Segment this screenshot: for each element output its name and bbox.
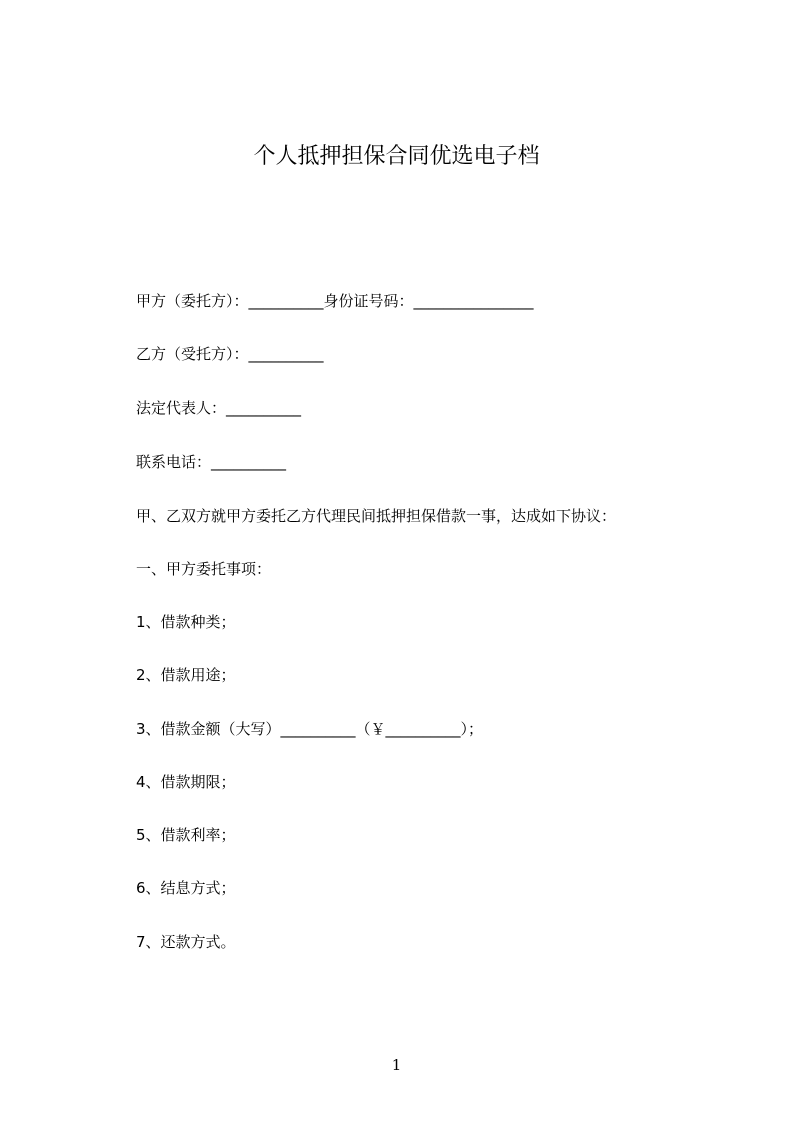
list-item-loan-purpose: 2、借款用途；: [136, 666, 236, 684]
list-item-loan-amount: 3、借款金额（大写）__________（￥__________）；: [136, 720, 484, 738]
agreement-intro-line: 甲、乙双方就甲方委托乙方代理民间抵押担保借款一事，达成如下协议：: [136, 507, 617, 525]
contact-phone-line: 联系电话：__________: [136, 453, 287, 471]
list-item-repayment-method: 7、还款方式。: [136, 933, 236, 951]
party-a-line: 甲方（委托方）：__________身份证号码：________________: [136, 292, 534, 310]
page-number: 1: [391, 1056, 402, 1074]
section-heading-entrusted-matters: 一、甲方委托事项：: [136, 560, 272, 578]
document-title: 个人抵押担保合同优选电子档: [253, 144, 540, 169]
list-item-loan-interest-rate: 5、借款利率；: [136, 826, 236, 844]
list-item-interest-settlement: 6、结息方式；: [136, 879, 236, 897]
list-item-loan-type: 1、借款种类；: [136, 613, 236, 631]
list-item-loan-term: 4、借款期限；: [136, 773, 236, 791]
legal-representative-line: 法定代表人：__________: [136, 399, 302, 417]
party-b-line: 乙方（受托方）：__________: [136, 345, 324, 363]
